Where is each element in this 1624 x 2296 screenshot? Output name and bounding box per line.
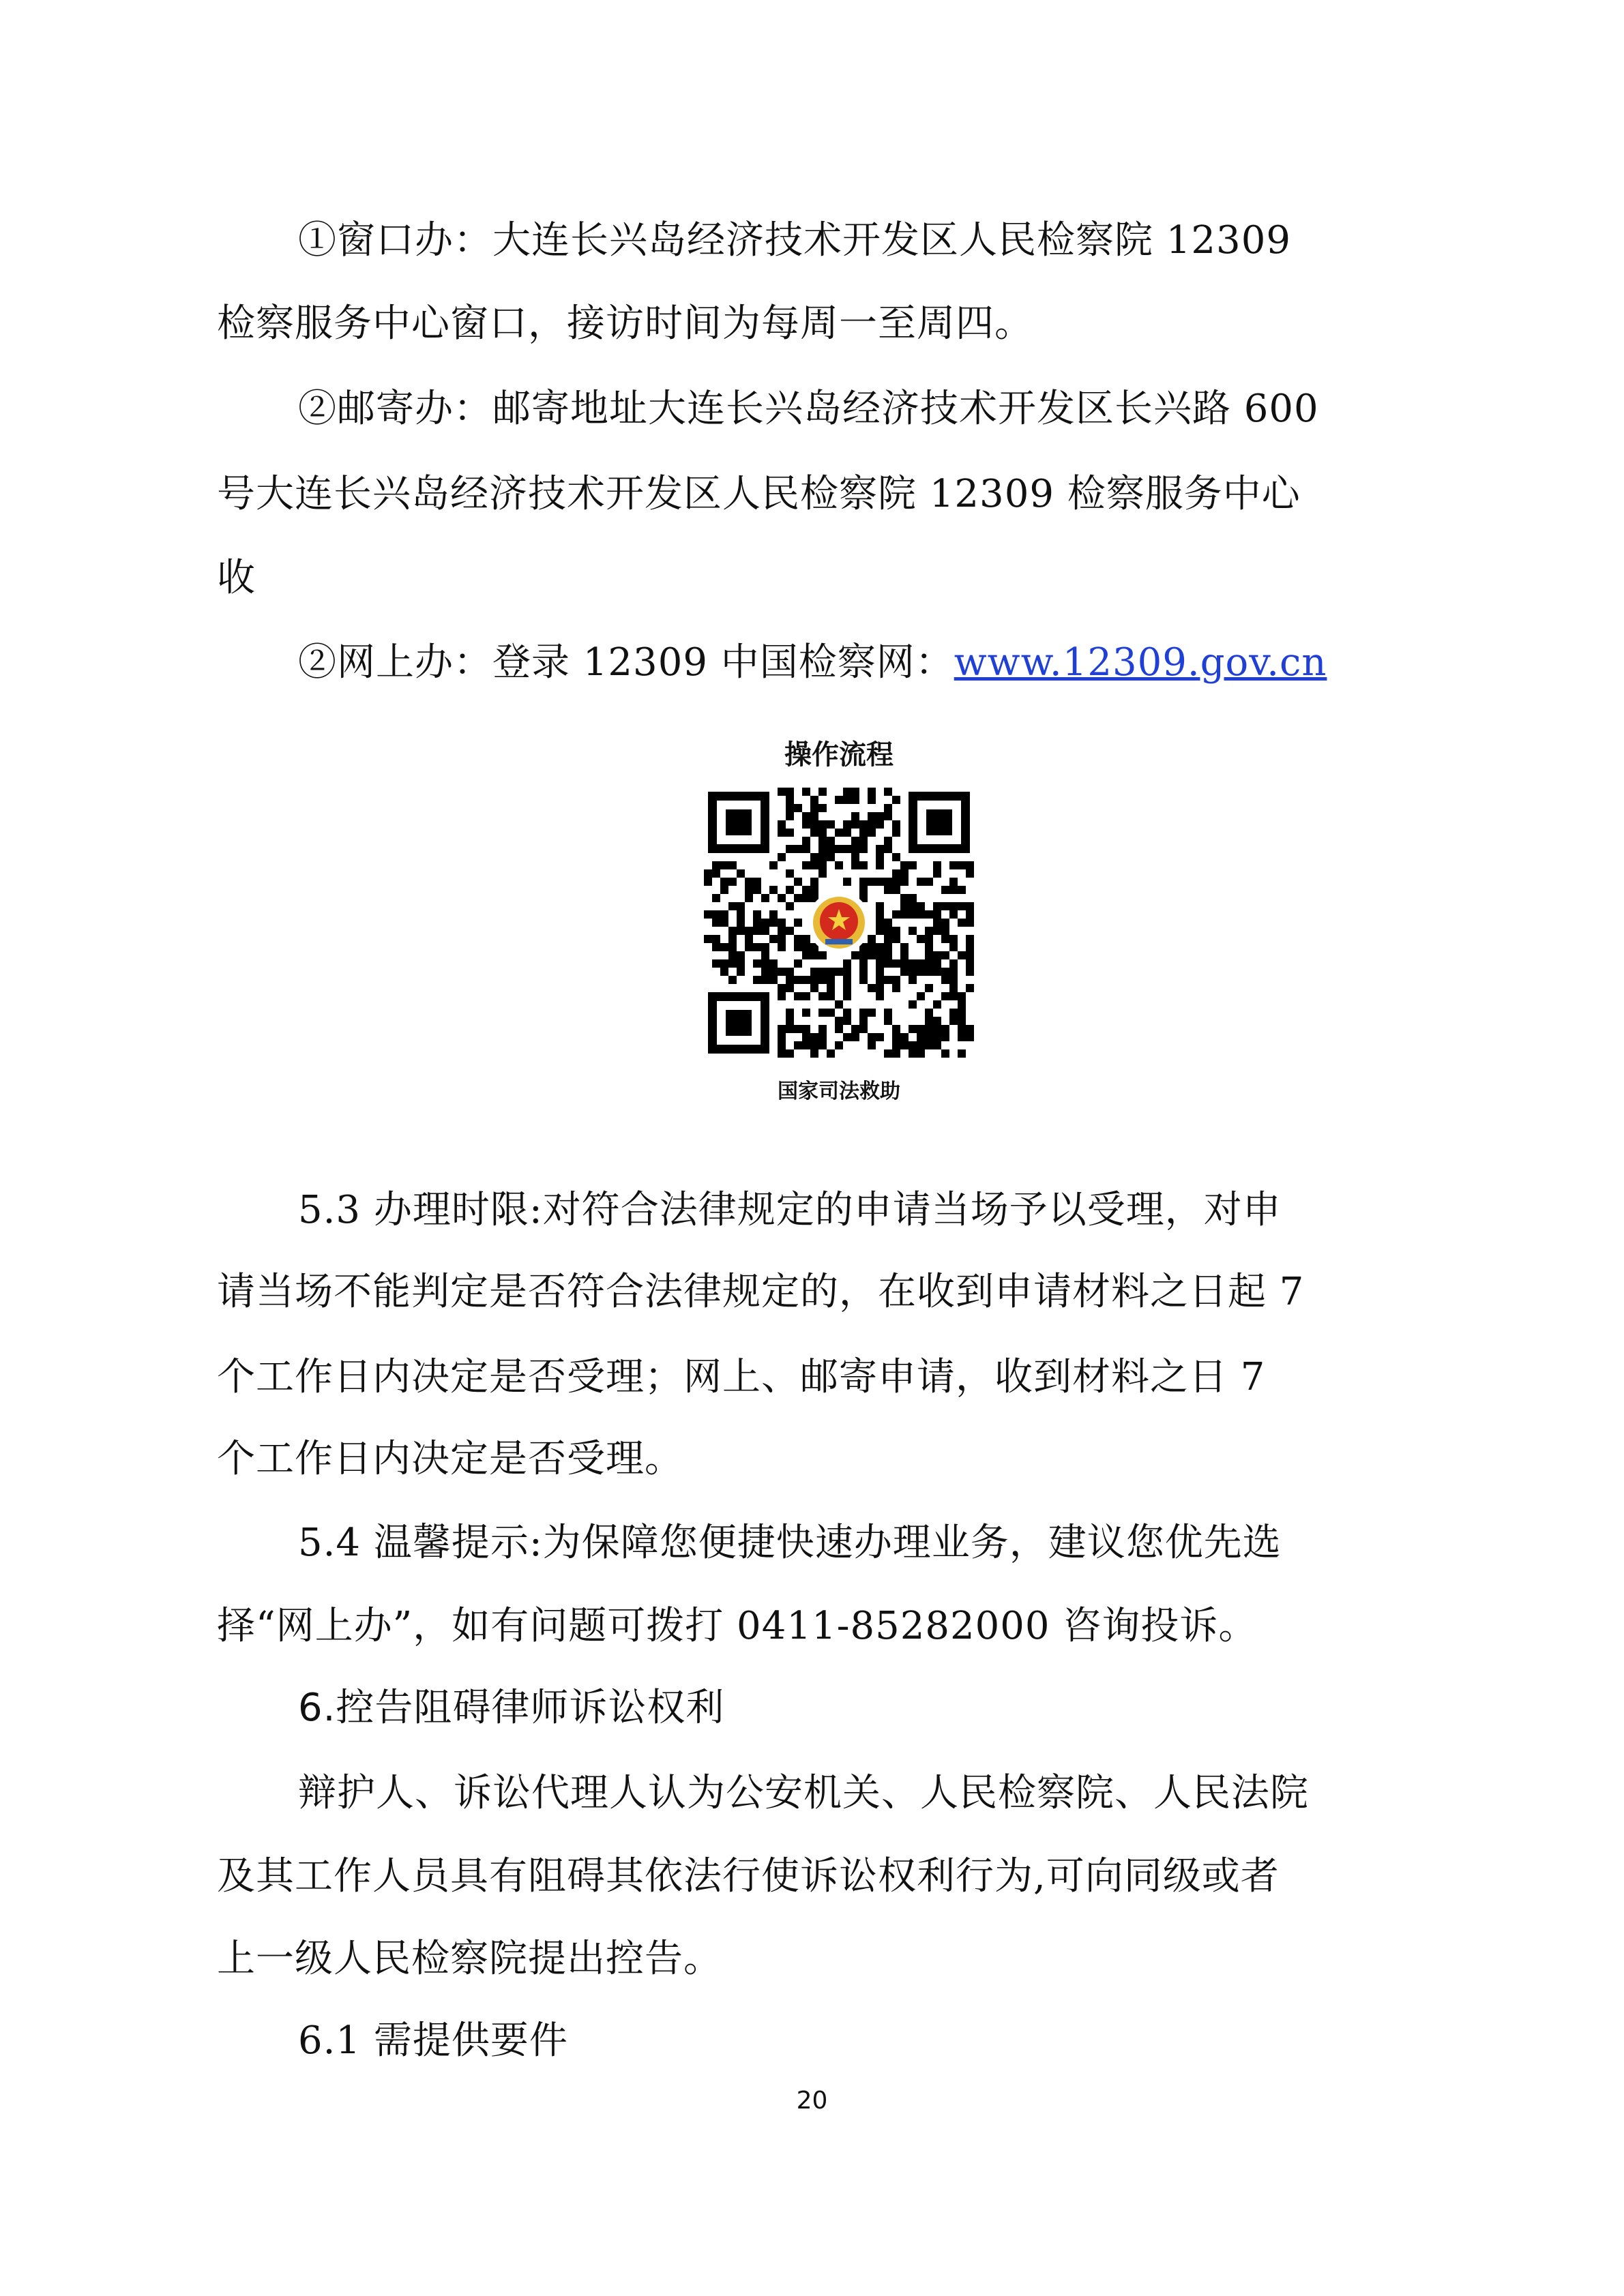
section-5-3-line-2: 请当场不能判定是否符合法律规定的，在收到申请材料之日起 7 [217,1270,1305,1314]
section-5-4-line-2: 择“网上办”，如有问题可拨打 0411-85282000 咨询投诉。 [217,1604,1258,1648]
section-5-4-line-1: 5.4 温馨提示:为保障您便捷快速办理业务，建议您优先选 [298,1521,1282,1565]
qr-code-image[interactable] [704,788,974,1058]
qr-caption: 国家司法救助 [778,1079,900,1103]
mail-office-line-1: ②邮寄办：邮寄地址大连长兴岛经济技术开发区长兴路 600 [298,387,1319,431]
online-office-label: ②网上办：登录 12309 中国检察网： [298,640,954,685]
qr-title: 操作流程 [784,739,894,771]
section-6-1-heading: 6.1 需提供要件 [298,2018,568,2063]
mail-office-line-3: 收 [217,556,256,600]
window-office-line-1: ①窗口办：大连长兴岛经济技术开发区人民检察院 12309 [298,218,1291,263]
section-6-line-3: 上一级人民检察院提出控告。 [217,1937,722,1981]
section-6-line-2: 及其工作人员具有阻碍其依法行使诉讼权利行为,可向同级或者 [217,1854,1280,1898]
section-5-3-line-4: 个工作日内决定是否受理。 [217,1437,683,1481]
section-6-heading: 6.控告阻碍律师诉讼权利 [298,1686,725,1730]
section-5-3-line-3: 个工作日内决定是否受理；网上、邮寄申请，收到材料之日 7 [217,1355,1266,1399]
section-6-line-1: 辩护人、诉讼代理人认为公安机关、人民检察院、人民法院 [298,1771,1309,1815]
window-office-line-2: 检察服务中心窗口，接访时间为每周一至周四。 [217,301,1033,346]
section-5-3-line-1: 5.3 办理时限:对符合法律规定的申请当场予以受理，对申 [298,1188,1282,1232]
procuratorate-emblem-icon [813,897,865,949]
qr-code-block [696,733,982,1115]
page-number: 20 [796,2087,828,2115]
mail-office-line-2: 号大连长兴岛经济技术开发区人民检察院 12309 检察服务中心 [217,472,1301,516]
online-office-line [298,639,1327,687]
website-link[interactable]: www.12309.gov.cn [954,640,1327,685]
